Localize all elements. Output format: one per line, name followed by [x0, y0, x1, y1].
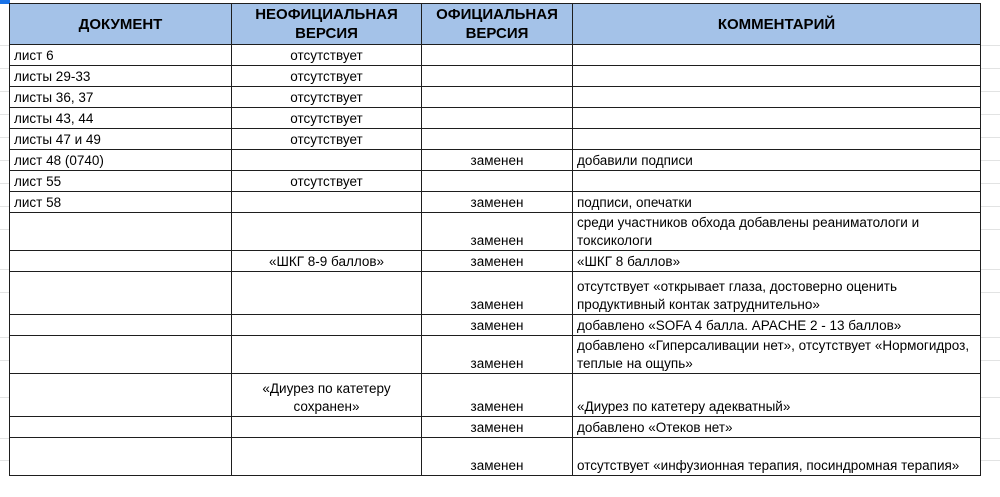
- cell-unofficial-version[interactable]: отсутствует: [232, 129, 422, 150]
- cell-unofficial-version[interactable]: [232, 438, 422, 476]
- cell-official-version[interactable]: заменен: [422, 374, 573, 417]
- cell-official-version[interactable]: заменен: [422, 336, 573, 374]
- table-row: [10, 87, 981, 108]
- header-official-version[interactable]: ОФИЦИАЛЬНАЯ ВЕРСИЯ: [422, 4, 573, 45]
- comparison-table: [9, 3, 981, 476]
- table-row: [10, 213, 981, 251]
- cell-unofficial-version[interactable]: отсутствует: [232, 45, 422, 66]
- cell-official-version[interactable]: [422, 108, 573, 129]
- table-row: [10, 438, 981, 476]
- cell-official-version[interactable]: заменен: [422, 272, 573, 315]
- cell-unofficial-version[interactable]: «Диурез по катетеру сохранен»: [232, 374, 422, 417]
- table-row: [10, 336, 981, 374]
- cell-official-version[interactable]: заменен: [422, 192, 573, 213]
- cell-official-version[interactable]: заменен: [422, 251, 573, 272]
- cell-document[interactable]: листы 36, 37: [10, 87, 232, 108]
- cell-official-version[interactable]: заменен: [422, 438, 573, 476]
- cell-document[interactable]: лист 6: [10, 45, 232, 66]
- cell-comment[interactable]: добавлено «SOFA 4 балла. APACHE 2 - 13 баллов»: [573, 315, 981, 336]
- table-row: [10, 374, 981, 417]
- cell-unofficial-version[interactable]: [232, 150, 422, 171]
- header-row: [10, 4, 981, 45]
- cell-document[interactable]: лист 55: [10, 171, 232, 192]
- cell-comment[interactable]: подписи, опечатки: [573, 192, 981, 213]
- table-row: [10, 108, 981, 129]
- cell-comment[interactable]: «ШКГ 8 баллов»: [573, 251, 981, 272]
- cell-comment[interactable]: [573, 66, 981, 87]
- cell-comment[interactable]: добавлено «Гиперсаливации нет», отсутствует «Нормогидроз, теплые на ощупь»: [573, 336, 981, 374]
- table-row: [10, 251, 981, 272]
- table-row: [10, 129, 981, 150]
- cell-document[interactable]: [10, 438, 232, 476]
- cell-official-version[interactable]: [422, 129, 573, 150]
- cell-unofficial-version[interactable]: отсутствует: [232, 66, 422, 87]
- cell-comment[interactable]: [573, 87, 981, 108]
- header-document[interactable]: ДОКУМЕНТ: [10, 4, 232, 45]
- cell-official-version[interactable]: [422, 171, 573, 192]
- table-row: [10, 66, 981, 87]
- cell-comment[interactable]: «Диурез по катетеру адекватный»: [573, 374, 981, 417]
- cell-comment[interactable]: среди участников обхода добавлены реаниматологи и токсикологи: [573, 213, 981, 251]
- cell-official-version[interactable]: [422, 66, 573, 87]
- cell-comment[interactable]: [573, 171, 981, 192]
- cell-unofficial-version[interactable]: «ШКГ 8-9 баллов»: [232, 251, 422, 272]
- cell-unofficial-version[interactable]: [232, 192, 422, 213]
- cell-unofficial-version[interactable]: отсутствует: [232, 87, 422, 108]
- cell-official-version[interactable]: [422, 45, 573, 66]
- cell-unofficial-version[interactable]: [232, 336, 422, 374]
- cell-document[interactable]: листы 47 и 49: [10, 129, 232, 150]
- cell-comment[interactable]: отсутствует «инфузионная терапия, посиндромная терапия»: [573, 438, 981, 476]
- cell-comment[interactable]: отсутствует «открывает глаза, достоверно оценить продуктивный контак затруднительно»: [573, 272, 981, 315]
- cell-document[interactable]: лист 58: [10, 192, 232, 213]
- table-row: [10, 45, 981, 66]
- cell-document[interactable]: [10, 315, 232, 336]
- cell-comment[interactable]: [573, 108, 981, 129]
- cell-unofficial-version[interactable]: [232, 213, 422, 251]
- cell-unofficial-version[interactable]: [232, 315, 422, 336]
- cell-document[interactable]: листы 29-33: [10, 66, 232, 87]
- cell-unofficial-version[interactable]: отсутствует: [232, 171, 422, 192]
- cell-comment[interactable]: добавили подписи: [573, 150, 981, 171]
- table-row: [10, 315, 981, 336]
- cell-document[interactable]: [10, 417, 232, 438]
- cell-document[interactable]: [10, 213, 232, 251]
- table-row: [10, 417, 981, 438]
- table-row: [10, 272, 981, 315]
- cell-comment[interactable]: [573, 129, 981, 150]
- cell-official-version[interactable]: заменен: [422, 150, 573, 171]
- cell-official-version[interactable]: заменен: [422, 315, 573, 336]
- header-comment[interactable]: КОММЕНТАРИЙ: [573, 4, 981, 45]
- cell-unofficial-version[interactable]: [232, 417, 422, 438]
- cell-document[interactable]: [10, 374, 232, 417]
- cell-document[interactable]: [10, 251, 232, 272]
- cell-document[interactable]: [10, 336, 232, 374]
- cell-unofficial-version[interactable]: [232, 272, 422, 315]
- header-unofficial-version[interactable]: НЕОФИЦИАЛЬНАЯ ВЕРСИЯ: [232, 4, 422, 45]
- cell-official-version[interactable]: заменен: [422, 213, 573, 251]
- cell-official-version[interactable]: заменен: [422, 417, 573, 438]
- cell-comment[interactable]: добавлено «Отеков нет»: [573, 417, 981, 438]
- table-row: [10, 150, 981, 171]
- cell-comment[interactable]: [573, 45, 981, 66]
- cell-unofficial-version[interactable]: отсутствует: [232, 108, 422, 129]
- table-row: [10, 171, 981, 192]
- table-row: [10, 192, 981, 213]
- cell-document[interactable]: лист 48 (0740): [10, 150, 232, 171]
- cell-document[interactable]: листы 43, 44: [10, 108, 232, 129]
- cell-official-version[interactable]: [422, 87, 573, 108]
- cell-document[interactable]: [10, 272, 232, 315]
